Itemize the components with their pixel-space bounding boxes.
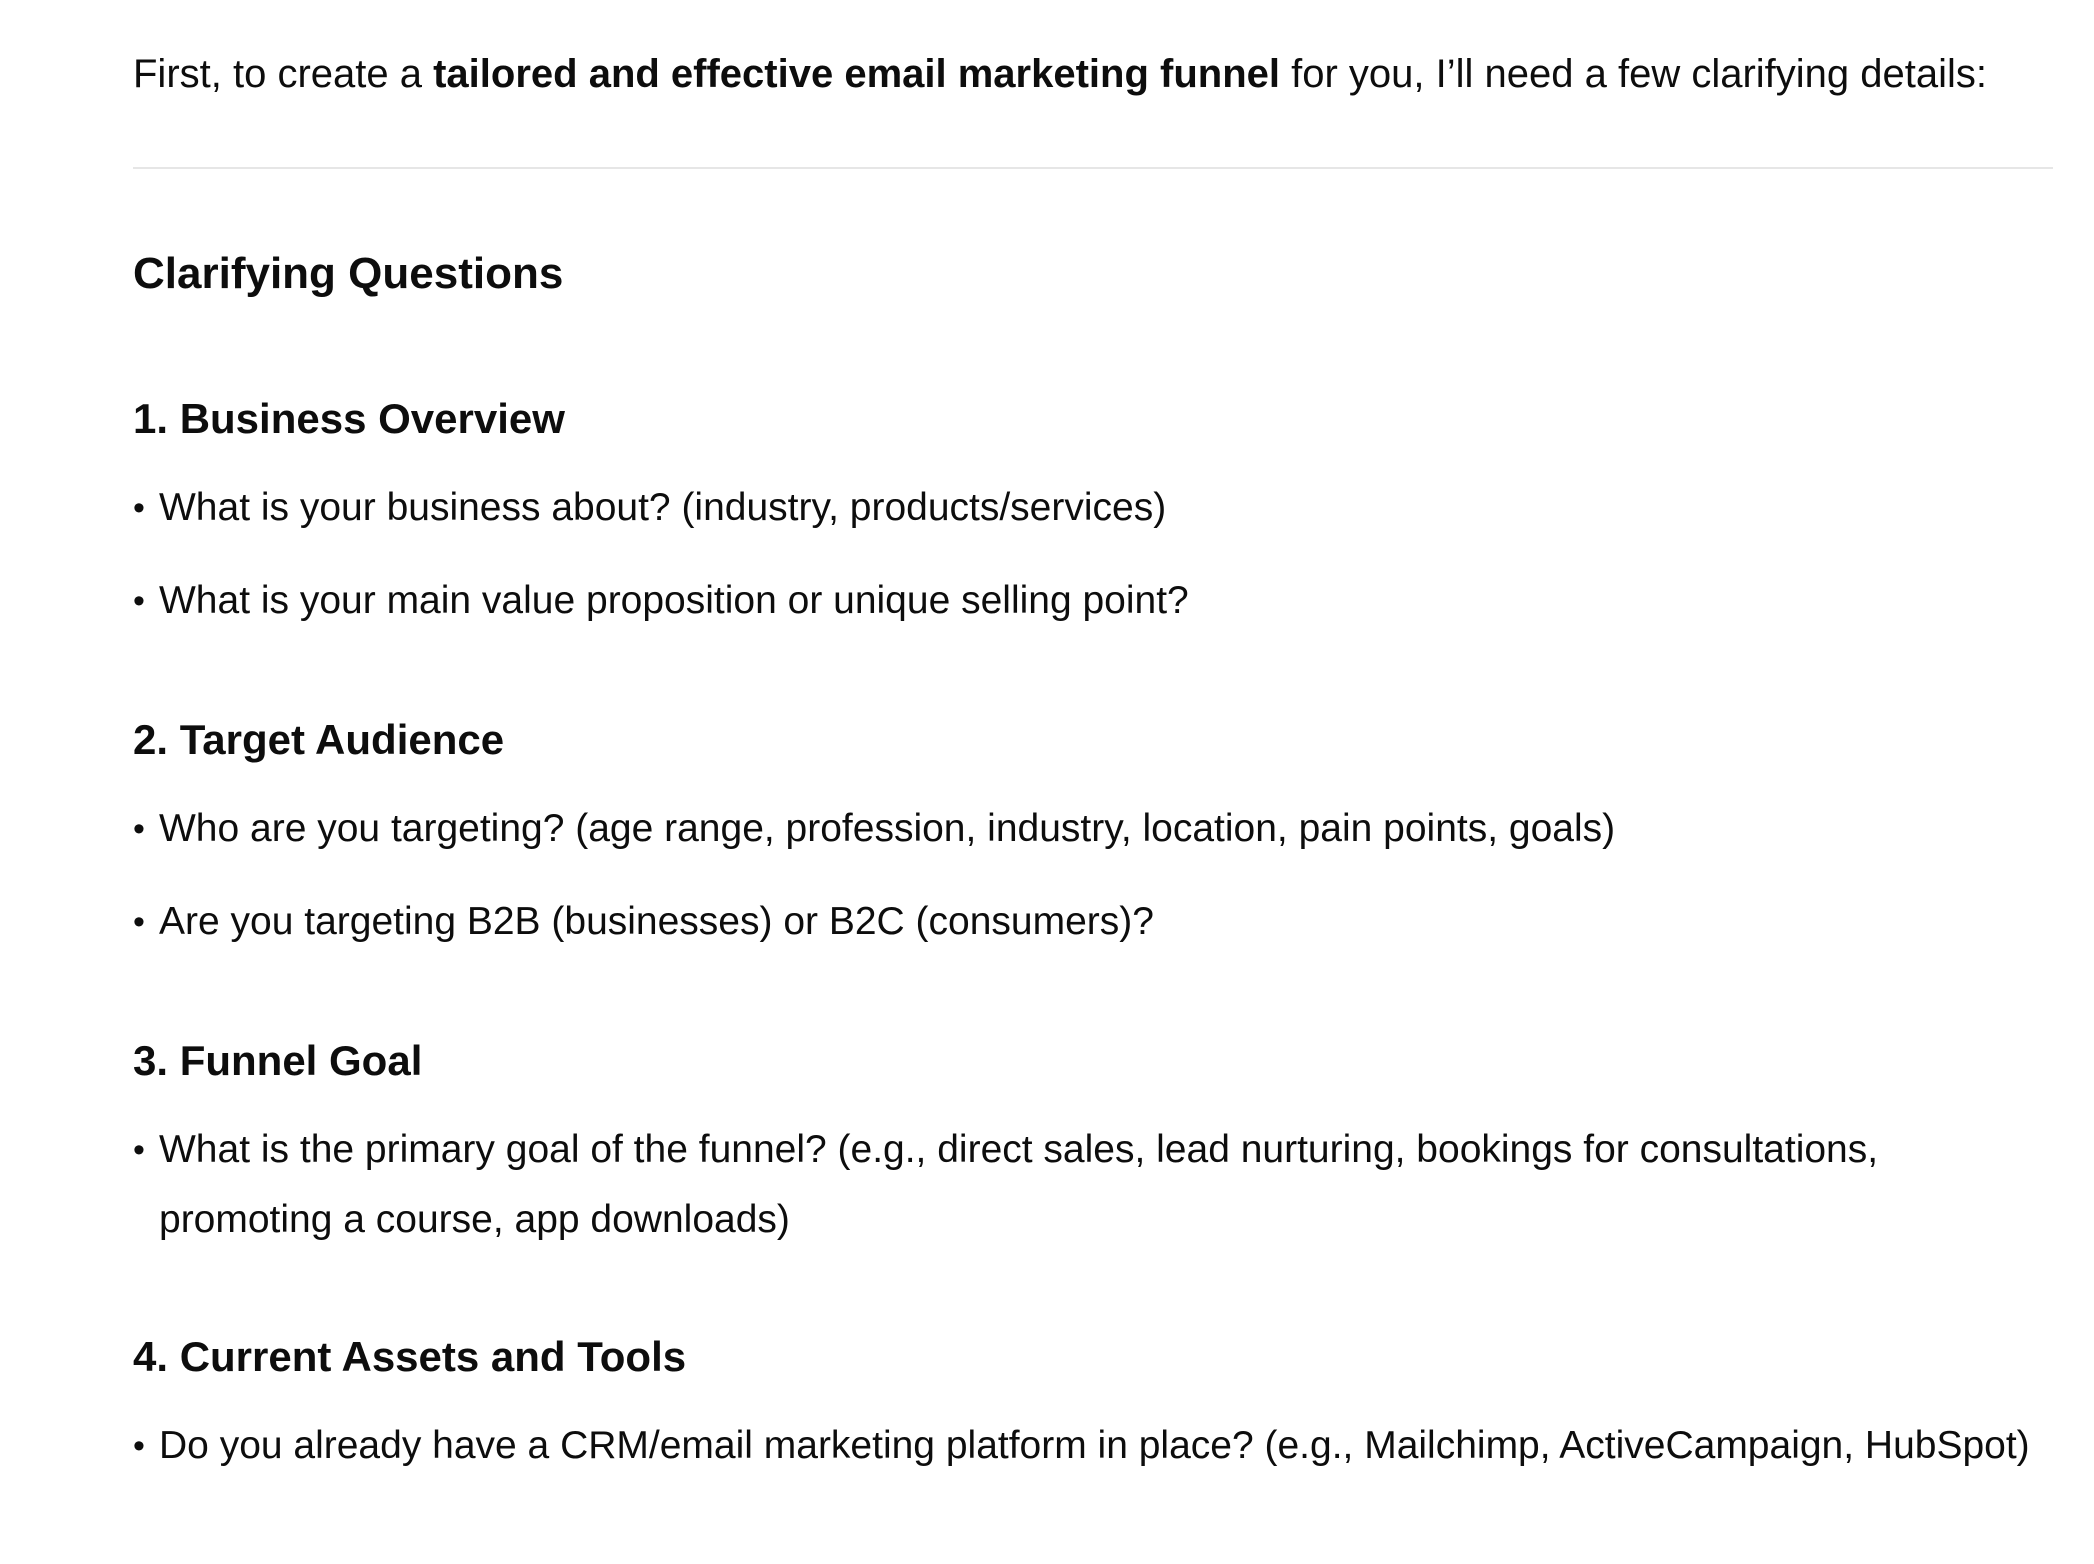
list-item-text: What is the primary goal of the funnel? (e.g., direct sales, lead nurturing, bookings for consultations, promoting a course, app downloads)	[159, 1128, 1879, 1241]
list-item-text: Who are you targeting? (age range, profession, industry, location, pain points, goals)	[159, 807, 1616, 850]
bullet-icon: •	[133, 903, 145, 941]
bullet-icon: •	[133, 1131, 145, 1169]
divider	[133, 167, 2053, 169]
section-title-business-overview: 1. Business Overview	[133, 395, 565, 442]
intro-prefix: First, to create a	[133, 52, 434, 96]
bullet-icon: •	[133, 810, 145, 848]
list-item	[133, 1115, 2053, 1255]
section-title-target-audience: 2. Target Audience	[133, 716, 505, 763]
intro-suffix: for you, I’ll need a few clarifying details:	[1280, 52, 1988, 96]
bullet-icon: •	[133, 489, 145, 527]
bullet-icon: •	[133, 582, 145, 620]
bullet-icon: •	[133, 1427, 145, 1465]
list-item	[133, 566, 2053, 636]
list-item	[133, 1411, 2053, 1481]
intro-paragraph	[133, 44, 1987, 104]
section-title-funnel-goal: 3. Funnel Goal	[133, 1037, 423, 1084]
clarifying-questions-heading: Clarifying Questions	[133, 249, 564, 298]
list-item-text: What is your business about? (industry, products/services)	[159, 486, 1167, 529]
list-item-text: Are you targeting B2B (businesses) or B2C (consumers)?	[159, 900, 1154, 943]
section-title-current-assets-and-tools: 4. Current Assets and Tools	[133, 1333, 687, 1380]
list-item-text: What is your main value proposition or unique selling point?	[159, 579, 1189, 622]
list-item	[133, 887, 2053, 957]
intro-bold: tailored and effective email marketing funnel	[433, 52, 1281, 96]
list-item	[133, 473, 2053, 543]
list-item	[133, 794, 2053, 864]
list-item-text: Do you already have a CRM/email marketing platform in place? (e.g., Mailchimp, ActiveCampaign, HubSpot)	[159, 1424, 2030, 1467]
